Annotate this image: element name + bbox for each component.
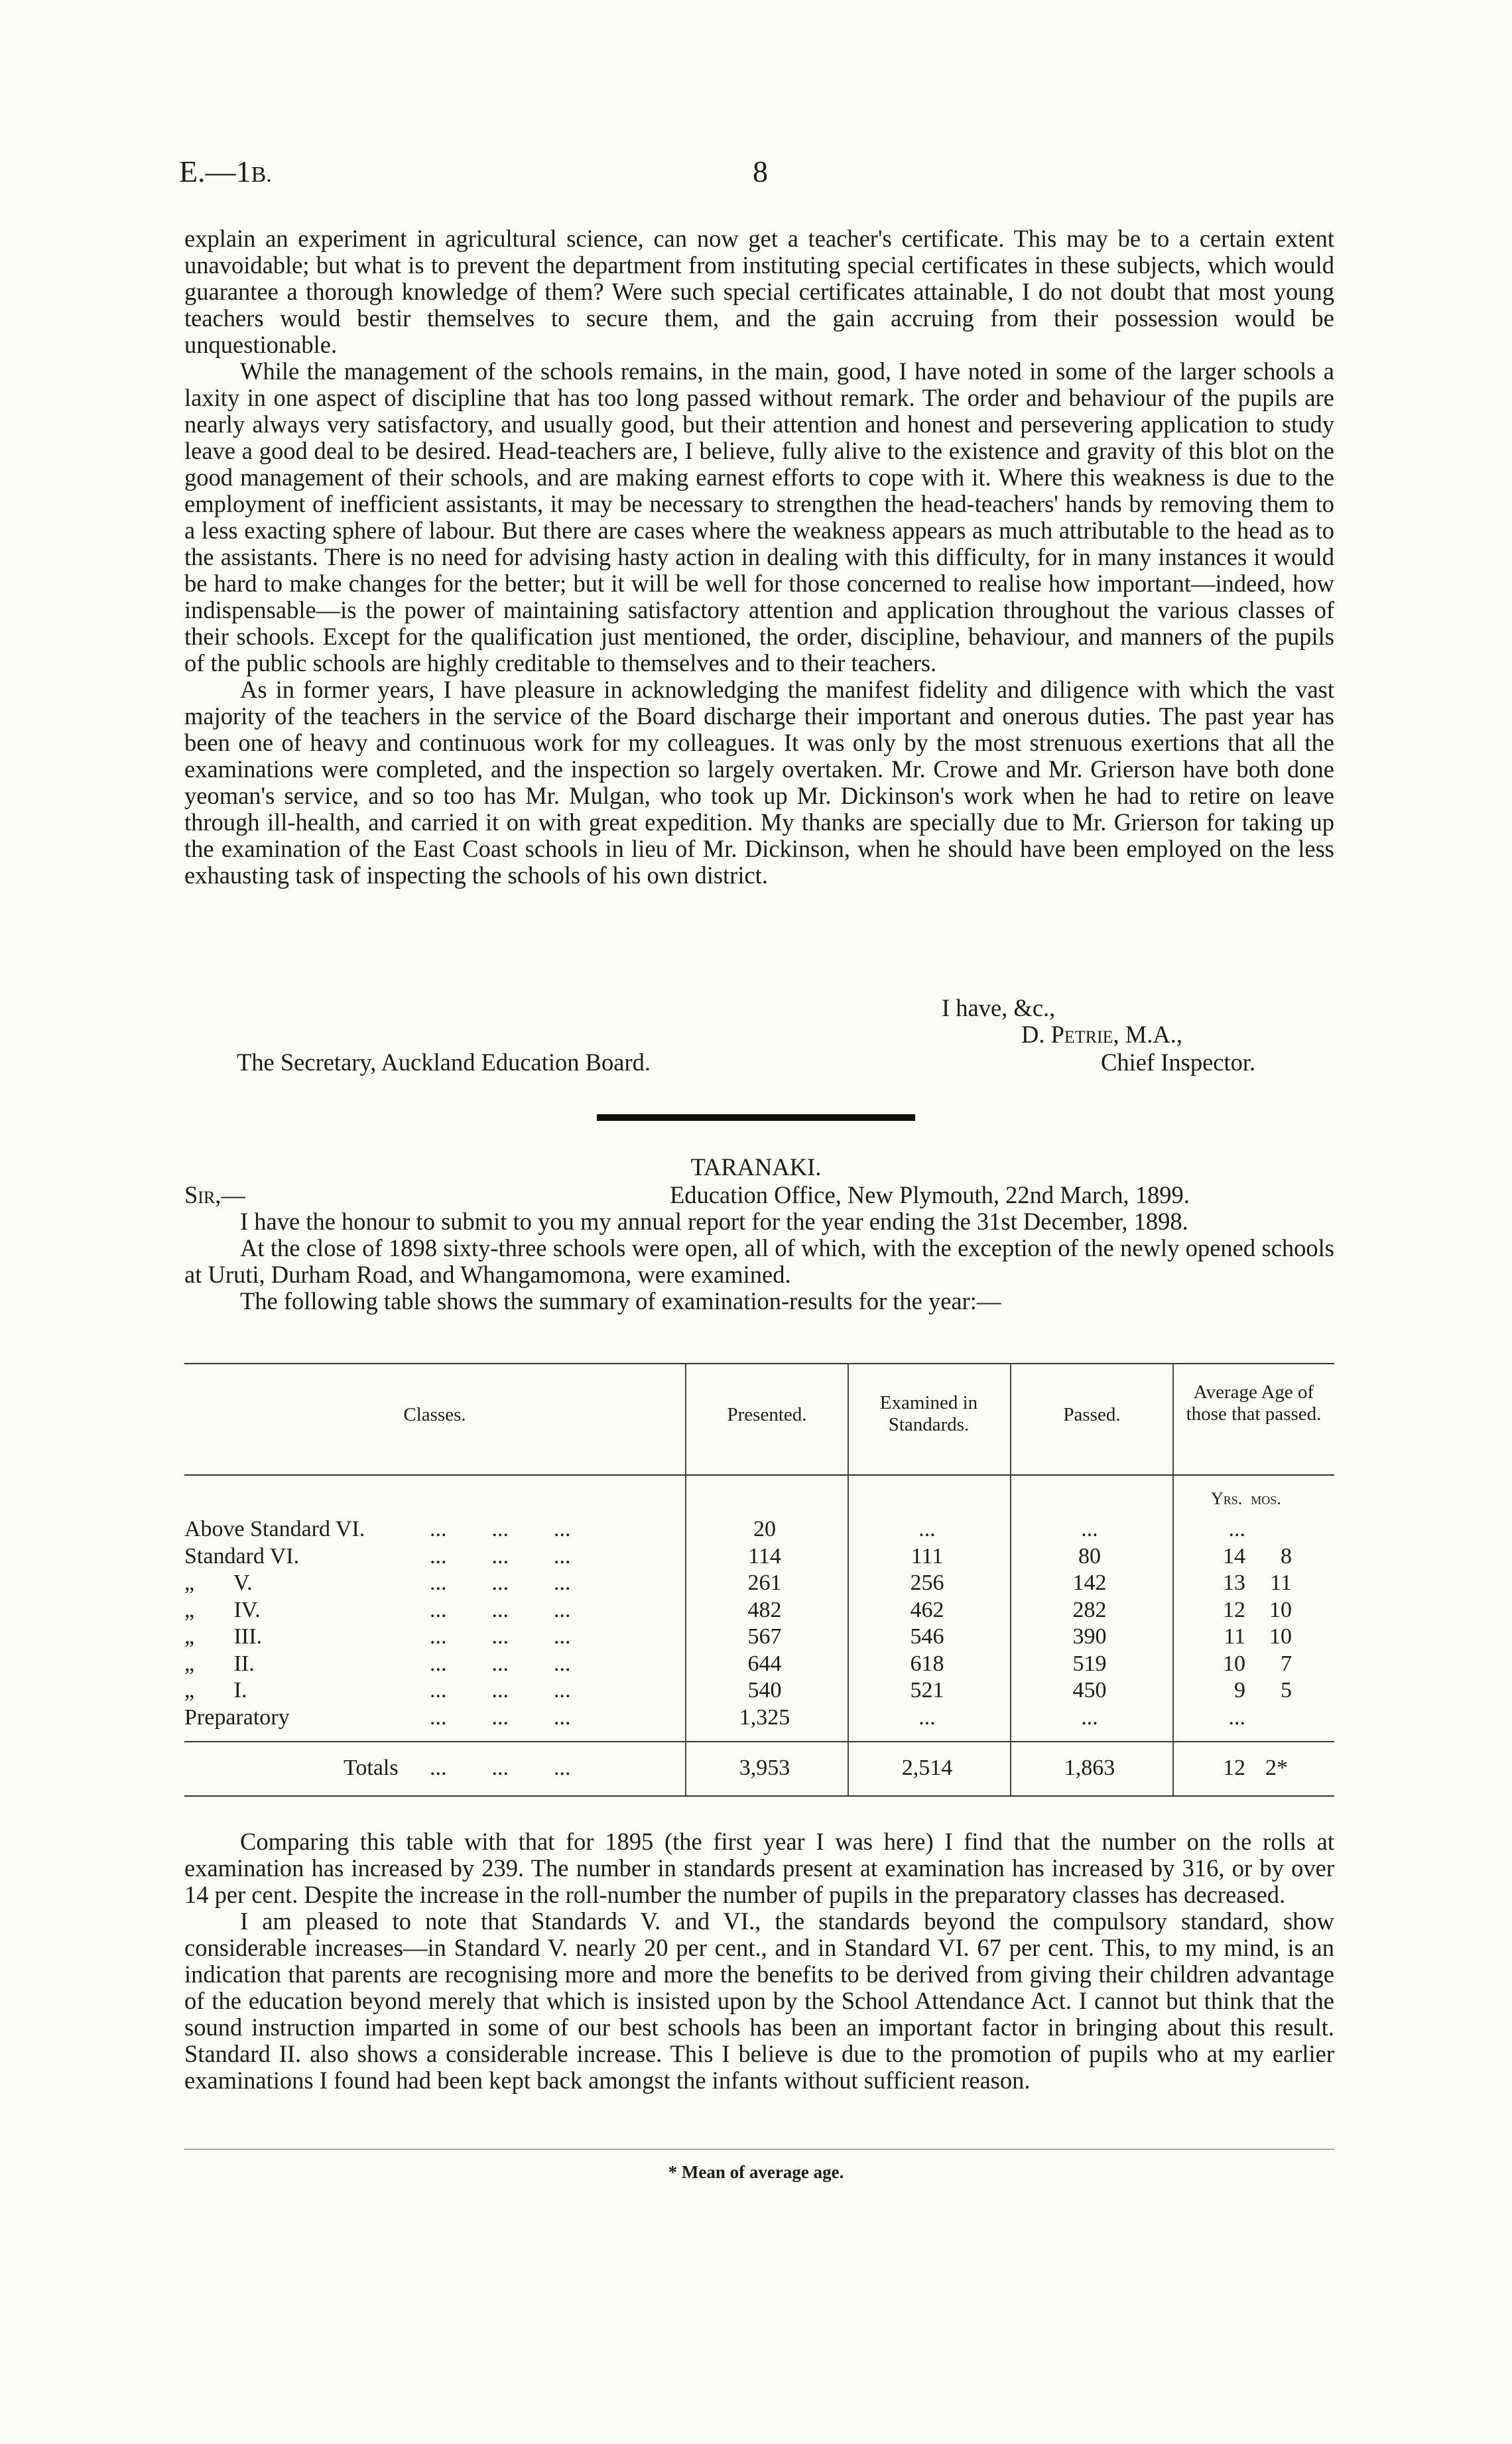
row-leaders: ... ... ... bbox=[430, 1651, 571, 1676]
header-examined: Examined in Standards. bbox=[879, 1392, 978, 1435]
column-divider bbox=[685, 1363, 686, 1795]
row-age-years: 14 bbox=[1223, 1543, 1245, 1569]
row-age-years: 10 bbox=[1223, 1651, 1245, 1676]
row-age-months: 10 bbox=[1269, 1624, 1292, 1649]
totals-examined: 2,514 bbox=[901, 1756, 953, 1780]
section-divider bbox=[597, 1114, 915, 1121]
row-age-years: ... bbox=[1228, 1517, 1245, 1541]
row-passed: ... bbox=[1081, 1704, 1098, 1730]
row-age-years: 9 bbox=[1234, 1678, 1245, 1703]
row-examined: 462 bbox=[910, 1597, 944, 1622]
row-age-months: 8 bbox=[1281, 1543, 1292, 1569]
row-presented: 1,325 bbox=[739, 1704, 790, 1730]
row-age-years: 13 bbox=[1223, 1571, 1245, 1595]
table-header-rule bbox=[184, 1474, 1334, 1476]
paragraph: The following table shows the summary of examination-results for the year:— bbox=[240, 1287, 1001, 1315]
row-leaders: ... ... ... bbox=[430, 1571, 571, 1595]
paragraph: While the management of the schools remains, in the main, good, I have noted in some of the larger schools a laxity in one aspect of discipline that has too long passed without remark. The order and behaviour of the pupils are nearly always very satisfactory, and usually good, but their attention and honest and persevering application to study leave a good deal to be desired. Head-teachers are, I believe, fully alive to the existence and gravity of this blot on the good management of their schools, and are making earnest efforts to cope with it. Where this weakness is due to the employment of inefficient assistants, it may be necessary to strengthen the head-teachers' hands by removing them to a less exacting sphere of labour. But there are cases where the weakness appears as much attributable to the head as to the assistants. There is no need for advising hasty action in dealing with this difficulty, for in many instances it would be hard to make changes for the better; but it will be well for those concerned to realise how important—indeed, how indispensable—is the power of maintaining satisfactory attention and application throughout the various classes of their schools. Except for the qualification just mentioned, the order, discipline, behaviour, and manners of the pupils of the public schools are highly creditable to themselves and to their teachers. bbox=[184, 357, 1334, 676]
taranaki-intro bbox=[184, 1208, 1334, 1315]
signatory-title: Chief Inspector. bbox=[1101, 1049, 1256, 1076]
row-age-years: ... bbox=[1228, 1704, 1245, 1730]
paragraph: As in former years, I have pleasure in acknowledging the manifest fidelity and diligence with which the vast majority of the teachers in the service of the Board discharge their important and onerous duties. The past year has been one of heavy and continuous work for my colleagues. It was only by the most strenuous exertions that all the examinations were completed, and the inspection so largely overtaken. Mr. Crowe and Mr. Grierson have both done yeoman's service, and so too has Mr. Mulgan, who took up Mr. Dickinson's work when he had to retire on leave through ill-health, and carried it on with great expedition. My thanks are specially due to Mr. Grierson for taking up the examination of the East Coast schools in lieu of Mr. Dickinson, when he should have been employed on the less exhausting task of inspecting the schools of his own district. bbox=[184, 676, 1334, 889]
row-examined: 618 bbox=[910, 1651, 944, 1676]
row-presented: 540 bbox=[747, 1678, 782, 1703]
taranaki-commentary bbox=[184, 1829, 1334, 2094]
column-divider bbox=[1010, 1363, 1011, 1795]
header-passed: Passed. bbox=[1063, 1404, 1121, 1425]
paragraph: I have the honour to submit to you my annual report for the year ending the 31st December, 1898. bbox=[240, 1208, 1188, 1235]
header-classes: Classes. bbox=[403, 1404, 466, 1425]
row-class: „ II. bbox=[184, 1651, 255, 1676]
row-leaders: ... ... ... bbox=[430, 1517, 571, 1541]
row-leaders: ... ... ... bbox=[430, 1624, 571, 1649]
row-class: Preparatory bbox=[184, 1704, 290, 1730]
table-totals-rule bbox=[184, 1741, 1334, 1742]
totals-label: Totals bbox=[344, 1756, 399, 1780]
row-examined: 256 bbox=[910, 1571, 944, 1595]
row-age-months: 7 bbox=[1281, 1651, 1292, 1676]
totals-months: 2* bbox=[1265, 1756, 1288, 1780]
column-divider bbox=[848, 1363, 849, 1795]
row-passed: 450 bbox=[1072, 1678, 1107, 1703]
header-presented: Presented. bbox=[727, 1404, 807, 1425]
totals-presented: 3,953 bbox=[739, 1756, 790, 1780]
row-class: „ IV. bbox=[184, 1597, 261, 1622]
row-age-years: 12 bbox=[1223, 1597, 1245, 1622]
row-presented: 114 bbox=[748, 1543, 781, 1569]
column-divider bbox=[1172, 1363, 1174, 1795]
report-code-suffix: B. bbox=[251, 162, 272, 187]
dateline: Education Office, New Plymouth, 22nd March, 1899. bbox=[670, 1181, 1190, 1208]
auckland-report-body bbox=[184, 225, 1334, 889]
row-age-years: 11 bbox=[1224, 1624, 1245, 1649]
row-presented: 567 bbox=[747, 1624, 782, 1649]
row-examined: 111 bbox=[911, 1543, 944, 1569]
paragraph: Comparing this table with that for 1895 (the first year I was here) I find that the number on the rolls at examination has increased by 239. The number in standards present at examination has increased by 316, or by over 14 per cent. Despite the increase in the roll-number the number of pupils in the preparatory classes has decreased. bbox=[184, 1828, 1334, 1908]
section-heading: TARANAKI. bbox=[690, 1153, 822, 1181]
row-passed: ... bbox=[1081, 1517, 1098, 1541]
header-average-age: Average Age of those that passed. bbox=[1186, 1382, 1322, 1425]
row-leaders: ... ... ... bbox=[430, 1704, 571, 1730]
row-examined: 546 bbox=[910, 1624, 944, 1649]
report-code bbox=[179, 154, 272, 189]
table-bottom-rule bbox=[184, 1795, 1334, 1797]
row-examined: ... bbox=[918, 1517, 936, 1541]
row-passed: 282 bbox=[1072, 1597, 1107, 1622]
row-passed: 80 bbox=[1078, 1543, 1101, 1569]
row-class: „ III. bbox=[184, 1624, 263, 1649]
totals-years: 12 bbox=[1223, 1756, 1245, 1780]
row-age-months: 11 bbox=[1270, 1571, 1292, 1595]
salutation: Sir,— bbox=[184, 1181, 245, 1208]
paragraph: At the close of 1898 sixty-three schools were open, all of which, with the exception of the newly opened schools at Uruti, Durham Road, and Whangamomona, were examined. bbox=[184, 1234, 1334, 1288]
totals-leaders: ... ... ... bbox=[430, 1756, 571, 1780]
paragraph: explain an experiment in agricultural science, can now get a teacher's certificate. This may be to a certain extent unavoidable; but what is to prevent the department from instituting special certificates in these subjects, which would guarantee a thorough knowledge of them? Were such special certificates attainable, I do not doubt that most young teachers would bestir themselves to secure them, and the gain accruing from their possession would be unquestionable. bbox=[184, 225, 1334, 358]
row-presented: 261 bbox=[747, 1571, 782, 1595]
footnote: * Mean of average age. bbox=[668, 2162, 844, 2182]
row-leaders: ... ... ... bbox=[430, 1543, 571, 1569]
row-presented: 482 bbox=[747, 1597, 782, 1622]
row-passed: 142 bbox=[1072, 1571, 1107, 1595]
row-presented: 644 bbox=[747, 1651, 782, 1676]
table-top-rule bbox=[184, 1363, 1334, 1364]
totals-passed: 1,863 bbox=[1064, 1756, 1115, 1780]
row-age-months: 5 bbox=[1281, 1678, 1292, 1703]
paragraph: I am pleased to note that Standards V. and VI., the standards beyond the compulsory standard, show considerable increases—in Standard V. nearly 20 per cent., and in Standard VI. 67 per cent. This, to my mind, is an indication that parents are recognising more and more the benefits to be derived from giving their children advantage of the education beyond merely that which is insisted upon by the School Attendance Act. I cannot but think that the sound instruction imparted in some of our best schools has been an important factor in bringing about this result. Standard II. also shows a considerable increase. This I believe is due to the promotion of pupils who at my earlier examinations I found had been kept back amongst the infants without sufficient reason. bbox=[184, 1907, 1334, 2094]
footnote-rule bbox=[184, 2149, 1334, 2150]
age-units: Yrs. mos. bbox=[1211, 1489, 1281, 1508]
row-passed: 390 bbox=[1072, 1624, 1107, 1649]
row-class: Above Standard VI. bbox=[184, 1517, 365, 1541]
report-code-prefix: E.—1 bbox=[179, 155, 251, 188]
row-examined: 521 bbox=[910, 1678, 944, 1703]
row-age-months: 10 bbox=[1269, 1597, 1292, 1622]
addressee: The Secretary, Auckland Education Board. bbox=[237, 1049, 651, 1076]
row-leaders: ... ... ... bbox=[430, 1597, 571, 1622]
page-number: 8 bbox=[753, 155, 768, 188]
closing-line: I have, &c., bbox=[942, 994, 1056, 1021]
row-passed: 519 bbox=[1072, 1651, 1107, 1676]
row-examined: ... bbox=[918, 1704, 936, 1730]
row-leaders: ... ... ... bbox=[430, 1678, 571, 1703]
row-class: „ V. bbox=[184, 1571, 253, 1595]
row-class: „ I. bbox=[184, 1678, 247, 1703]
signatory-name: D. Petrie, M.A., bbox=[1021, 1021, 1182, 1048]
row-presented: 20 bbox=[753, 1517, 776, 1541]
row-class: Standard VI. bbox=[184, 1543, 300, 1569]
